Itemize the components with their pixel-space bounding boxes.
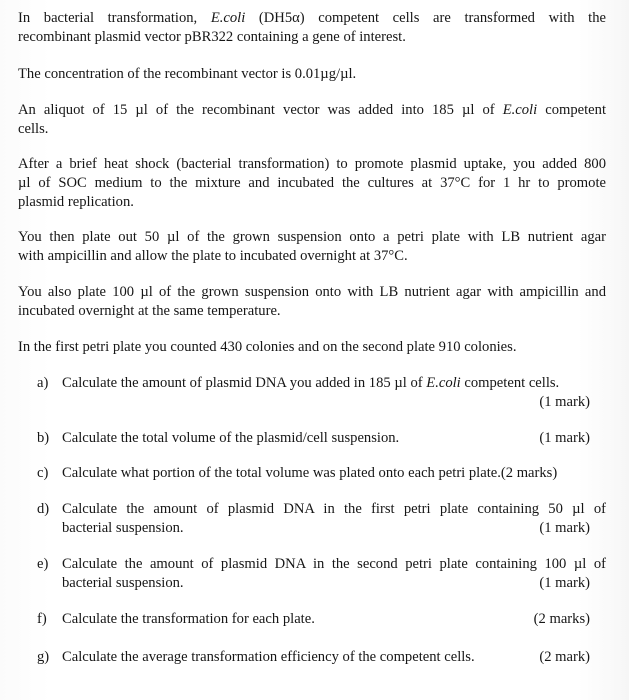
question-marks: (2 marks) [533,611,590,627]
intro-paragraph-5-line-1: You then plate out 50 µl of the grown suspension onto a petri plate with LB nutrient agar [18,229,606,245]
question-text: Calculate the amount of plasmid DNA you added in 185 µl of E.coli competent cells. [62,375,560,391]
intro-paragraph-6-line-1: You also plate 100 µl of the grown suspension onto with LB nutrient agar with ampicillin and [18,284,606,300]
question-marks: (1 mark) [539,575,590,591]
question-marker: c) [37,465,49,481]
question-text: Calculate the amount of plasmid DNA in the second petri plate containing 100 µl of [62,556,606,572]
question-body [62,610,606,629]
intro-paragraph-4 [18,155,606,212]
question-marker: g) [37,649,50,665]
question-marks: (1 mark) [539,520,590,536]
question-e [37,555,606,593]
question-d [37,500,606,538]
intro-paragraph-7 [18,338,606,357]
intro-paragraph-1 [18,9,606,47]
intro-paragraph-2 [18,65,606,84]
question-marker: f) [37,611,47,627]
question-body [62,648,606,667]
question-text: Calculate what portion of the total volume was plated onto each petri plate.(2 marks) [62,465,558,481]
question-text: Calculate the total volume of the plasmid/cell suspension. [62,430,400,446]
question-marks: (1 mark) [539,430,590,446]
intro-paragraph-1-line-1: In bacterial transformation, E.coli (DH5α) competent cells are transformed with the [18,10,607,26]
intro-paragraph-4-line-3: plasmid replication. [18,194,134,210]
intro-paragraph-3 [18,101,606,139]
question-marker: b) [37,430,50,446]
question-text: Calculate the average transformation efficiency of the competent cells. [62,649,475,665]
question-body [62,464,606,483]
intro-paragraph-3-line-2: cells. [18,121,49,137]
intro-paragraph-6-line-2: incubated overnight at the same temperature. [18,303,281,319]
colony-count-text: In the first petri plate you counted 430 colonies and on the second plate 910 colonies. [18,339,517,355]
question-c [37,464,606,483]
question-marker: e) [37,556,49,572]
intro-paragraph-6 [18,283,606,321]
question-body [62,429,606,448]
question-body [62,500,606,538]
intro-paragraph-5-line-2: with ampicillin and allow the plate to incubated overnight at 37°C. [18,248,408,264]
question-text-line-2: bacterial suspension. [62,575,184,591]
intro-paragraph-4-line-2: µl of SOC medium to the mixture and incubated the cultures at 37°C for 1 hr to promote [18,175,606,191]
question-text: Calculate the transformation for each plate. [62,611,315,627]
question-a [37,374,606,412]
question-marker: d) [37,501,50,517]
question-body [62,374,606,412]
question-text: Calculate the amount of plasmid DNA in the first petri plate containing 50 µl of [62,501,606,517]
intro-paragraph-5 [18,228,606,266]
intro-paragraph-4-line-1: After a brief heat shock (bacterial transformation) to promote plasmid uptake, you added 800 [18,156,606,172]
vector-concentration-text: The concentration of the recombinant vector is 0.01µg/µl. [18,66,357,82]
intro-paragraph-1-line-2: recombinant plasmid vector pBR322 containing a gene of interest. [18,29,406,45]
question-marks: (1 mark) [539,394,590,410]
question-f [37,610,606,629]
question-g [37,648,606,667]
question-body [62,555,606,593]
question-marks: (2 mark) [539,649,590,665]
question-marker: a) [37,375,49,391]
question-text-line-2: bacterial suspension. [62,520,184,536]
intro-paragraph-3-line-1: An aliquot of 15 µl of the recombinant vector was added into 185 µl of E.coli competent [18,102,607,118]
question-b [37,429,606,448]
